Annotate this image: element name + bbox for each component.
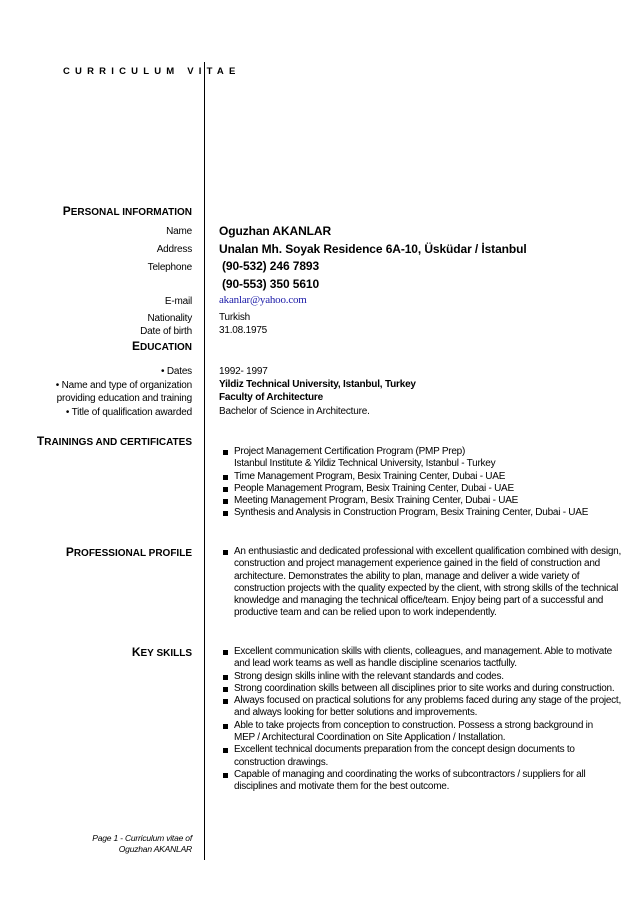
section-professional-profile: PROFESSIONAL PROFILE	[65, 545, 192, 559]
list-item	[222, 446, 588, 471]
list-item-line: People Management Program, Besix Training Center, Dubai - UAE	[234, 482, 514, 494]
list-item	[222, 683, 621, 695]
list-item-line: Strong coordination skills between all disciplines prior to site works and during construction.	[234, 682, 615, 694]
list-item-line: MEP / Architectural Coordination on Site Application / Installation.	[234, 732, 506, 744]
address-label: Address	[156, 244, 192, 255]
key-skills-list	[222, 646, 621, 794]
page-footer	[92, 833, 192, 855]
telephone-label: Telephone	[147, 262, 192, 273]
footer-line-1: Page 1 - Curriculum vitae of	[92, 833, 192, 843]
cv-title: CURRICULUM VITAE	[63, 66, 241, 77]
list-item-line: Project Management Certification Program (PMP Prep)	[234, 446, 466, 457]
dates-label: • Dates	[160, 366, 192, 377]
list-item-line: Excellent communication skills with clients, colleagues, and management. Able to motivate	[234, 646, 612, 657]
list-item-line: An enthusiastic and dedicated professional with excellent qualification combined with design,	[234, 546, 621, 557]
email-link[interactable]: akanlar@yahoo.com	[219, 294, 307, 306]
list-item	[222, 671, 621, 683]
nationality-label: Nationality	[147, 313, 192, 324]
list-item-line: Meeting Management Program, Besix Training Center, Dubai - UAE	[234, 495, 519, 507]
list-item-line: Strong design skills inline with the relevant standards and codes.	[234, 670, 504, 682]
list-item-line: productive team and can be relied upon to work independently.	[234, 607, 497, 619]
dob-value: 31.08.1975	[219, 325, 268, 336]
list-item	[222, 769, 621, 794]
organization-label-1: • Name and type of organization	[55, 380, 192, 391]
list-item	[222, 546, 621, 620]
list-item	[222, 744, 621, 769]
organization-value-1: Yildiz Technical University, Istanbul, Turkey	[219, 379, 416, 390]
name-label: Name	[166, 226, 192, 237]
list-item-line: Excellent technical documents preparation from the concept design documents to	[234, 744, 575, 756]
trainings-list	[222, 446, 588, 520]
dates-value: 1992- 1997	[219, 366, 268, 377]
telephone-value-1: (90-532) 246 7893	[222, 259, 320, 273]
list-item-line: architecture. Demonstrates the ability to plan, manage and deliver a wide variety of	[234, 570, 580, 582]
list-item-line: construction and project management experience gained in the field of construction and	[234, 558, 600, 570]
telephone-value-2: (90-553) 350 5610	[222, 277, 320, 291]
qualification-value: Bachelor of Science in Architecture.	[219, 406, 370, 417]
organization-label-2: providing education and training	[56, 393, 192, 404]
list-item-line: knowledge and managing the technical office/team. Enjoy being part of a successful and	[234, 595, 604, 607]
list-item-line: Istanbul Institute & Yildiz Technical University, Istanbul - Turkey	[234, 458, 496, 470]
address-value: Unalan Mh. Soyak Residence 6A-10, Üsküdar / İstanbul	[219, 242, 527, 256]
list-item-line: and always looking for better solutions and improvements.	[234, 707, 478, 719]
qualification-label: • Title of qualification awarded	[65, 407, 192, 418]
nationality-value: Turkish	[219, 312, 251, 323]
list-item-line: Time Management Program, Besix Training Center, Dubai - UAE	[234, 470, 506, 482]
list-item-line: Synthesis and Analysis in Construction Program, Besix Training Center, Dubai - UAE	[234, 507, 589, 519]
list-item	[222, 507, 588, 519]
email-label: E-mail	[164, 296, 192, 307]
profile-list	[222, 546, 621, 620]
list-item	[222, 720, 621, 745]
list-item-line: disciplines and motivate them for the best outcome.	[234, 781, 450, 793]
dob-label: Date of birth	[140, 326, 192, 337]
list-item-line: Capable of managing and coordinating the works of subcontractors / suppliers for all	[234, 768, 586, 780]
list-item-line: Able to take projects from conception to construction. Possess a strong background in	[234, 719, 593, 731]
section-key-skills: KEY SKILLS	[131, 645, 192, 659]
name-value: Oguzhan AKANLAR	[219, 224, 332, 238]
list-item-line: construction projects with the quality expected by the client, with strong skills of the technical	[234, 582, 619, 594]
list-item	[222, 483, 588, 495]
section-trainings-certificates: TRAININGS AND CERTIFICATES	[36, 434, 192, 448]
list-item	[222, 495, 588, 507]
column-divider	[204, 62, 205, 860]
section-education: EDUCATION	[131, 339, 192, 353]
section-personal-information: PERSONAL INFORMATION	[62, 204, 192, 218]
list-item-line: Always focused on practical solutions for any problems faced during any stage of the project,	[234, 695, 621, 707]
list-item	[222, 695, 621, 720]
list-item-line: and lead work teams as well as handle discipline scenarios tactfully.	[234, 658, 517, 670]
list-item-line: construction drawings.	[234, 756, 328, 768]
organization-value-2: Faculty of Architecture	[219, 392, 323, 403]
list-item	[222, 471, 588, 483]
list-item	[222, 646, 621, 671]
footer-line-2: Oguzhan AKANLAR	[118, 844, 192, 854]
